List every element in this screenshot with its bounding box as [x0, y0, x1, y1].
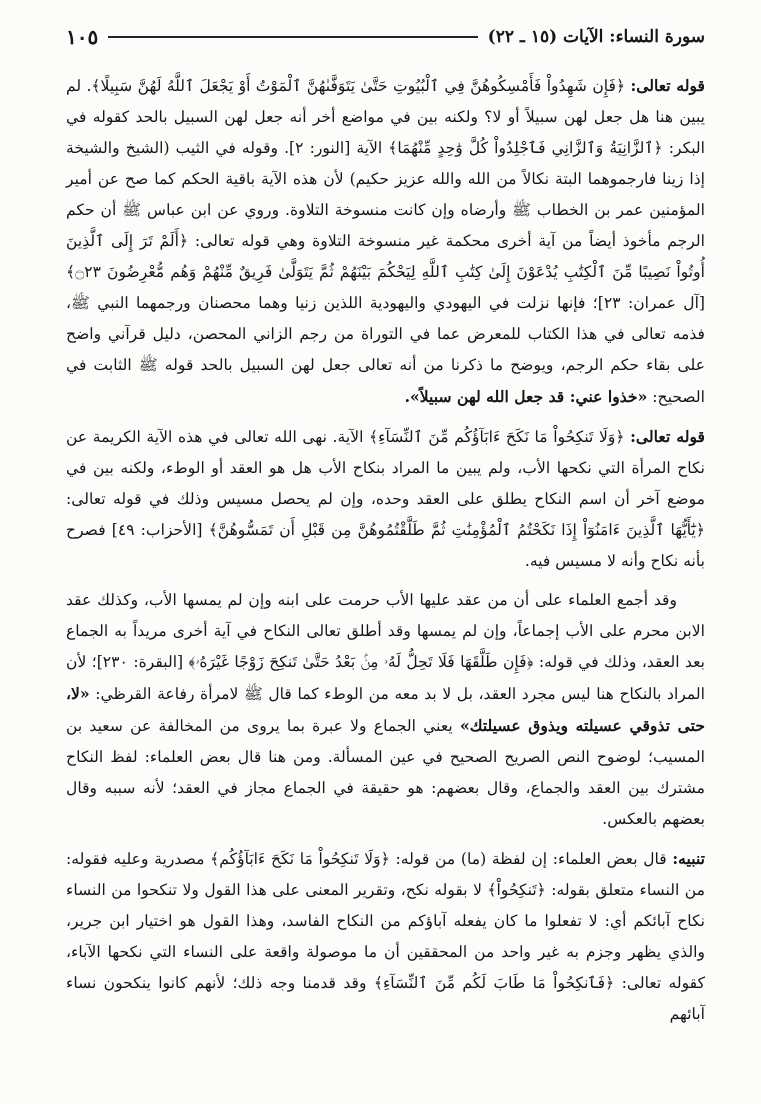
paragraph-1 [66, 70, 705, 413]
header-rule [108, 36, 477, 38]
paragraph-3 [66, 585, 705, 835]
paragraph-lead: قوله تعالى: [630, 427, 705, 446]
paragraph-text: ﴿وَلَا تَنكِحُواْ مَا نَكَحَ ءَابَآؤُكُم مِّنَ ٱلنِّسَآءِ﴾ الآية. نهى الله تعالى في هذه الآية الكريمة عن نكاح المرأة التي نكحها الأب، ولم يبين ما المراد بنكاح الأب هل هو العقد أو الوطء، ولكنه بين في موضع آخر أن اسم النكاح يطلق على العقد وحده، وإن لم يحصل مسيس وذلك في قوله تعالى: ﴿يَٰٓأَيُّهَا ٱلَّذِينَ ءَامَنُوٓاْ إِذَا نَكَحْتُمُ ٱلْمُؤْمِنَٰتِ ثُمَّ طَلَّقْتُمُوهُنَّ مِن قَبْلِ أَن تَمَسُّوهُنَّ﴾ [الأحزاب: ٤٩] فصرح بأنه نكاح وأنه لا مسيس فيه. [66, 428, 706, 570]
page-body [66, 70, 705, 1030]
surah-title: سورة النساء: الآيات (١٥ ـ ٢٢) [487, 27, 705, 47]
paragraph-4 [66, 843, 705, 1030]
paragraph-text: قال بعض العلماء: إن لفظة (ما) من قوله: ﴿وَلَا تَنكِحُواْ مَا نَكَحَ ءَابَآؤُكُم﴾ مصدرية وعليه فقوله: من النساء متعلق بقوله: ﴿تَنكِحُواْ﴾ لا بقوله نكح، وتقرير المعنى على هذا القول ولا تنكحوا من النساء نكاح آبائكم أي: لا تفعلوا ما كان يفعله آباؤكم من النكاح الفاسد، وهذا القول هو اختيار ابن جرير، والذي يظهر وجزم به غير واحد من المحققين أن ما موصولة واقعة على النساء التي نكحها الآباء، كقوله تعالى: ﴿فَٱنكِحُواْ مَا طَابَ لَكُم مِّنَ ٱلنِّسَآءِ﴾ وقد قدمنا وجه ذلك؛ لأنهم كانوا ينكحون نساء آبائهم [66, 850, 705, 1023]
hadith-quote: «خذوا عني: قد جعل الله لهن سبيلاً». [404, 387, 648, 406]
paragraph-text-continued: يعني الجماع ولا عبرة بما يروى من المخالفة عن سعيد بن المسيب؛ لوضوح النص الصريح الصحيح في عين المسألة. ومن هنا قال بعض العلماء: لفظ النكاح مشترك بين العقد والجماع، وقال بعضهم: هو حقيقة في الجماع مجاز في العقد؛ لأنه سببه وقال بعضهم بالعكس. [66, 717, 705, 828]
paragraph-text: وقد أجمع العلماء على أن من عقد عليها الأب حرمت على ابنه وإن لم يمسها الأب، وكذلك عقد الابن محرم على الأب إجماعاً، وإن لم يمسها وقد أطلق تعالى النكاح في آية أخرى مريداً به الجماع بعد العقد، وذلك في قوله: ﴿فَإِن طَلَّقَهَا فَلَا تَحِلُّ لَهُۥ مِنۢ بَعْدُ حَتَّىٰ تَنكِحَ زَوْجًا غَيْرَهُۥ﴾ [البقرة: ٢٣٠]؛ لأن المراد بالنكاح هنا ليس مجرد العقد، بل لا بد معه من الوطء كما قال ﷺ لامرأة رفاعة القرظي: [66, 591, 705, 703]
paragraph-text: ﴿فَإِن شَهِدُواْ فَأَمْسِكُوهُنَّ فِي ٱلْبُيُوتِ حَتَّىٰ يَتَوَفَّىٰهُنَّ ٱلْمَوْتُ أَوْ يَجْعَلَ ٱللَّهُ لَهُنَّ سَبِيلًا﴾. لم يبين هنا هل جعل لهن سبيلاً أو لا؟ ولكنه بين في مواضع أخر أنه جعل لهن السبيل بالحد كقوله في البكر: ﴿ٱلزَّانِيَةُ وَٱلزَّانِي فَٱجْلِدُواْ كُلَّ وَٰحِدٍ مِّنْهُمَا﴾ الآية [النور: ٢]. وقوله في الثيب (الشيخ والشيخة إذا زينا فارجموهما البتة نكالاً من الله والله عزيز حكيم) لأن هذه الآية باقية الحكم كما صح عن أمير المؤمنين عمر بن الخطاب ﷺ وأرضاه وإن كانت منسوخة التلاوة. وروي عن ابن عباس ﷺ أن حكم الرجم مأخوذ أيضاً من آية أخرى محكمة غير منسوخة التلاوة وهي قوله تعالى: ﴿أَلَمْ تَرَ إِلَى ٱلَّذِينَ أُوتُواْ نَصِيبًا مِّنَ ٱلْكِتَٰبِ يُدْعَوْنَ إِلَىٰ كِتَٰبِ ٱللَّهِ لِيَحْكُمَ بَيْنَهُمْ ثُمَّ يَتَوَلَّىٰ فَرِيقٌ مِّنْهُمْ وَهُم مُّعْرِضُونَ ۝٢٣﴾ [آل عمران: ٢٣]؛ فإنها نزلت في اليهودي واليهودية اللذين زنيا وهما محصنان ورجمهما النبي ﷺ، فذمه تعالى في هذا الكتاب للمعرض عما في التوراة من رجم الزاني المحصن، دليل قرآني واضح على بقاء حكم الرجم، ويوضح ما ذكرنا من أنه تعالى جعل لهن السبيل بالحد قوله ﷺ الثابت في الصحيح: [66, 77, 705, 406]
page-header [66, 22, 705, 52]
paragraph-2 [66, 421, 705, 577]
paragraph-lead: تنبيه: [672, 849, 705, 868]
paragraph-lead: قوله تعالى: [630, 76, 705, 95]
page-number: ١٠٥ [66, 25, 99, 49]
hadith-quote: «لا، حتى تذوقي عسيلته ويذوق عسيلتك» [66, 684, 705, 735]
